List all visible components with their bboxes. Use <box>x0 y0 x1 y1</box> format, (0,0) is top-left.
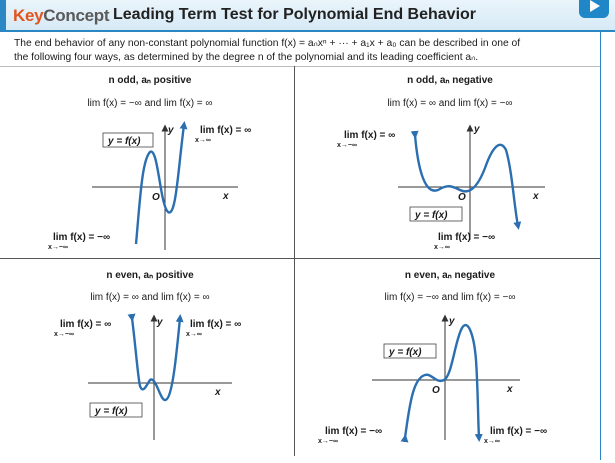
q4-title: n even, aₙ negative <box>404 270 496 281</box>
page-title: Leading Term Test for Polynomial End Behavior <box>113 6 477 23</box>
q2-end-bottom-sub: x→∞ <box>434 244 450 251</box>
q2-origin-label: O <box>458 192 466 203</box>
intro-line-2: the following four ways, as determined by the degree n of the polynomial and its leading coefficient aₙ. <box>14 52 479 63</box>
q2-title: n odd, aₙ negative <box>407 75 493 86</box>
q4-func-label: y = f(x) <box>389 347 422 358</box>
q3-limits: lim f(x) = ∞ and lim f(x) = ∞ <box>90 292 210 303</box>
q1-limits: lim f(x) = −∞ and lim f(x) = ∞ <box>87 98 213 109</box>
q3-end-left: lim f(x) = ∞ <box>60 319 112 330</box>
q1-origin-label: O <box>152 192 160 203</box>
q4-limits: lim f(x) = −∞ and lim f(x) = −∞ <box>384 292 516 303</box>
q4-end-left: lim f(x) = −∞ <box>325 426 383 437</box>
q3-end-right-sub: x→∞ <box>186 331 202 338</box>
q2-func-label: y = f(x) <box>415 210 448 221</box>
intro-line-1: The end behavior of any non-constant polynomial function f(x) = aₙxⁿ + ··· + a₁x + a₀ can be described in one of <box>14 38 521 49</box>
q4-y-label: y <box>449 316 455 327</box>
q1-end-top-sub: x→∞ <box>195 137 211 144</box>
brand-concept: Concept <box>43 6 110 25</box>
q1-y-label: y <box>168 125 174 136</box>
q4-curve <box>405 325 479 438</box>
q4-origin-label: O <box>432 385 440 396</box>
q2-limits: lim f(x) = ∞ and lim f(x) = −∞ <box>387 98 513 109</box>
q3-end-right: lim f(x) = ∞ <box>190 319 242 330</box>
q2-graph <box>337 124 545 251</box>
q1-func-label: y = f(x) <box>108 136 141 147</box>
q1-x-label: x <box>223 191 229 202</box>
q2-end-top-sub: x→−∞ <box>337 142 357 149</box>
q3-graph <box>54 317 241 440</box>
q2-x-label: x <box>533 191 539 202</box>
q2-y-label: y <box>474 124 480 135</box>
q3-x-label: x <box>215 387 221 398</box>
q3-end-left-sub: x→−∞ <box>54 331 74 338</box>
q4-end-right-sub: x→∞ <box>484 438 500 445</box>
q4-x-label: x <box>507 384 513 395</box>
q1-title: n odd, aₙ positive <box>108 75 192 86</box>
q4-end-right: lim f(x) = −∞ <box>490 426 548 437</box>
q4-graph <box>318 316 547 445</box>
q4-end-left-sub: x→−∞ <box>318 438 338 445</box>
brand-key: Key <box>13 6 44 25</box>
q3-func-label: y = f(x) <box>95 406 128 417</box>
q2-end-bottom: lim f(x) = −∞ <box>438 232 496 243</box>
q1-end-bottom-sub: x→−∞ <box>48 244 68 251</box>
q3-curve <box>132 318 180 400</box>
q3-title: n even, aₙ positive <box>106 270 194 281</box>
q1-graph <box>48 125 251 251</box>
q2-end-top: lim f(x) = ∞ <box>344 130 396 141</box>
q1-end-bottom: lim f(x) = −∞ <box>53 232 111 243</box>
q3-y-label: y <box>157 317 163 328</box>
q1-end-top: lim f(x) = ∞ <box>200 125 252 136</box>
